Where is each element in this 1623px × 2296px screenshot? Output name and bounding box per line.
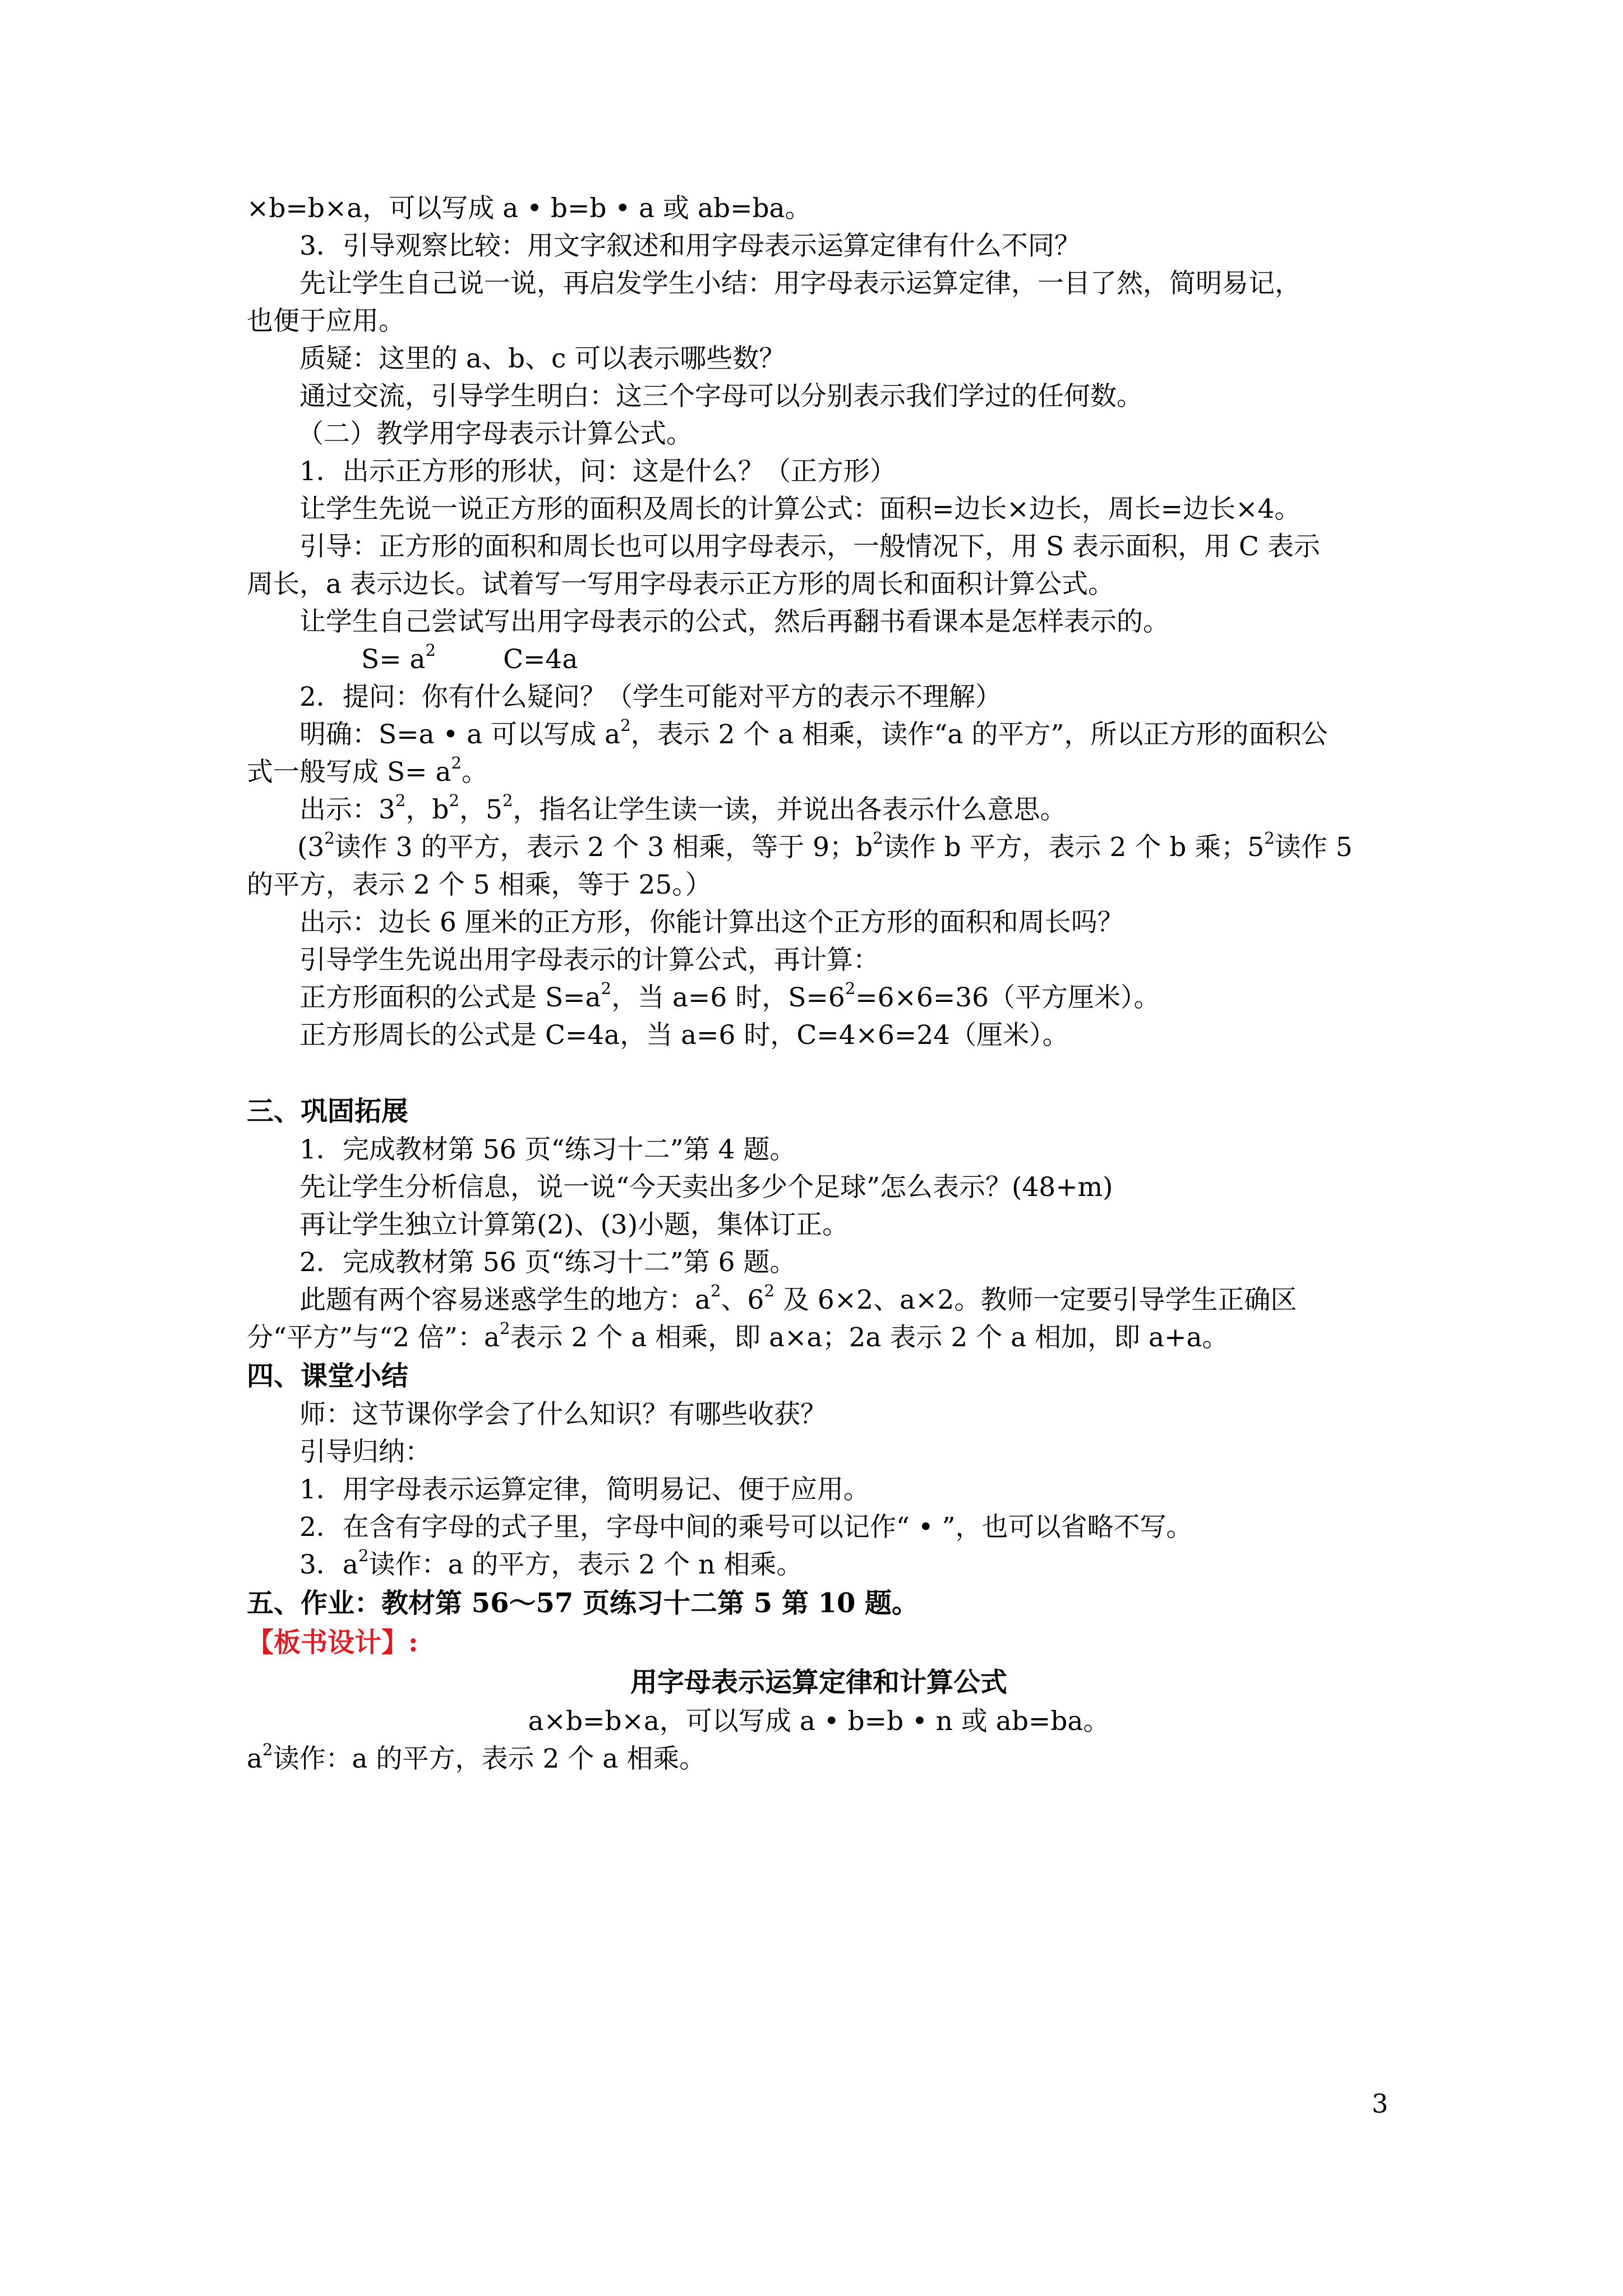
perimeter-formula-text: C=4a xyxy=(503,644,578,675)
text-segment: =6×6=36（平方厘米）。 xyxy=(855,982,1160,1013)
paragraph-line: 3．引导观察比较：用文字叙述和用字母表示运算定律有什么不同？ xyxy=(299,231,1081,261)
text-segment: 读作 b 平方，表示 2 个 b 乘；5 xyxy=(883,832,1265,863)
section-heading: 四、课堂小结 xyxy=(247,1360,409,1392)
board-design-heading: 【板书设计】: xyxy=(247,1627,418,1658)
text-segment: ，指名让学生读一读，并说出各表示什么意思。 xyxy=(513,794,1067,825)
exponent: 2 xyxy=(499,1319,510,1338)
exponent: 2 xyxy=(358,1546,369,1566)
paragraph-line: 也便于应用。 xyxy=(247,306,405,337)
paragraph-line: 再让学生独立计算第(2)、(3)小题，集体订正。 xyxy=(299,1209,849,1240)
paragraph-line: 先让学生自己说一说，再启发学生小结：用字母表示运算定律，一目了然，简明易记， xyxy=(299,268,1301,299)
exponent: 2 xyxy=(262,1740,273,1760)
paragraph-line: 正方形周长的公式是 C=4a，当 a=6 时，C=4×6=24（厘米）。 xyxy=(299,1020,1069,1051)
paragraph-line: 通过交流，引导学生明白：这三个字母可以分别表示我们学过的任何数。 xyxy=(299,381,1143,412)
paragraph-line xyxy=(247,979,1391,1016)
exponent: 2 xyxy=(601,979,612,999)
paragraph-line: 1．出示正方形的形状，问：这是什么？（正方形） xyxy=(299,456,896,487)
homework-heading: 五、作业：教材第 56～57 页练习十二第 5 第 10 题。 xyxy=(247,1588,919,1619)
paragraph-line xyxy=(247,1281,1391,1319)
exponent: 2 xyxy=(324,829,335,848)
paragraph-line: 1．完成教材第 56 页“练习十二”第 4 题。 xyxy=(299,1134,796,1165)
board-title: 用字母表示运算定律和计算公式 xyxy=(630,1667,1007,1698)
paragraph-line: 2．在含有字母的式子里，字母中间的乘号可以记作“ • ”，也可以省略不写。 xyxy=(299,1512,1193,1543)
paragraph-line: 让学生自己尝试写出用字母表示的公式，然后再翻书看课本是怎样表示的。 xyxy=(299,606,1169,637)
text-segment: 3．a xyxy=(299,1549,358,1580)
text-segment: (3 xyxy=(297,832,325,863)
text-segment: 分“平方”与“2 倍”：a xyxy=(247,1322,500,1353)
paragraph-line: 先让学生分析信息，说一说“今天卖出多少个足球”怎么表示？(48+m) xyxy=(299,1172,1113,1203)
paragraph-line xyxy=(247,1319,1391,1356)
text-segment: ，当 a=6 时，S=6 xyxy=(611,982,845,1013)
text-segment: 表示 2 个 a 相乘，即 a×a；2a 表示 2 个 a 相加，即 a+a。 xyxy=(510,1322,1229,1353)
text-segment: a xyxy=(247,1743,263,1774)
exponent: 2 xyxy=(395,791,406,811)
board-formula-line: a×b=b×a，可以写成 a • b=b • n 或 ab=ba。 xyxy=(528,1706,1110,1737)
formula-line xyxy=(247,641,1391,678)
text-segment: 读作：a 的平方，表示 2 个 n 相乘。 xyxy=(368,1549,803,1580)
paragraph-line xyxy=(247,716,1391,753)
exponent: 2 xyxy=(1264,829,1275,848)
paragraph-line: 引导：正方形的面积和周长也可以用字母表示，一般情况下，用 S 表示面积，用 C 表示 xyxy=(299,531,1320,562)
exponent: 2 xyxy=(451,753,462,773)
paragraph-line: 2．完成教材第 56 页“练习十二”第 6 题。 xyxy=(299,1247,796,1278)
board-note-line xyxy=(247,1740,1391,1778)
exponent: 2 xyxy=(425,641,436,660)
text-segment: 正方形面积的公式是 S=a xyxy=(299,982,601,1013)
text-segment: 读作 3 的平方，表示 2 个 3 相乘，等于 9；b xyxy=(334,832,873,863)
paragraph-line xyxy=(247,1546,1391,1584)
text-segment: 明确：S=a • a 可以写成 a xyxy=(299,719,621,750)
section-subheading: （二）教学用字母表示计算公式。 xyxy=(297,418,693,449)
paragraph-line xyxy=(247,753,1391,791)
paragraph-line: 1．用字母表示运算定律，简明易记、便于应用。 xyxy=(299,1474,870,1505)
exponent: 2 xyxy=(620,716,631,735)
paragraph-line: 周长，a 表示边长。试着写一写用字母表示正方形的周长和面积计算公式。 xyxy=(247,569,1114,600)
text-segment: 此题有两个容易迷惑学生的地方：a xyxy=(299,1285,711,1315)
text-segment: 读作 5 xyxy=(1274,832,1353,863)
paragraph-line: 出示：边长 6 厘米的正方形，你能计算出这个正方形的面积和周长吗？ xyxy=(299,907,1124,938)
text-segment: 及 6×2、a×2。教师一定要引导学生正确区 xyxy=(774,1285,1297,1315)
paragraph-line: 引导归纳： xyxy=(299,1437,431,1467)
paragraph-line: 引导学生先说出用字母表示的计算公式，再计算： xyxy=(299,945,879,976)
section-heading: 三、巩固拓展 xyxy=(247,1096,409,1127)
paragraph-line: 让学生先说一说正方形的面积及周长的计算公式：面积=边长×边长，周长=边长×4。 xyxy=(299,494,1301,524)
exponent: 2 xyxy=(502,791,513,811)
area-formula-text: S= a xyxy=(361,644,426,675)
paragraph-line: 师：这节课你学会了什么知识？有哪些收获？ xyxy=(299,1399,827,1430)
paragraph-line: ×b=b×a，可以写成 a • b=b • a 或 ab=ba。 xyxy=(247,193,811,224)
exponent: 2 xyxy=(764,1281,774,1301)
paragraph-line: 质疑：这里的 a、b、c 可以表示哪些数？ xyxy=(299,343,786,374)
text-segment: ，5 xyxy=(459,794,502,825)
paragraph-line: 2．提问：你有什么疑问？（学生可能对平方的表示不理解） xyxy=(299,682,1002,712)
text-segment: ，b xyxy=(405,794,449,825)
paragraph-line xyxy=(247,791,1391,829)
document-page xyxy=(247,190,1391,1778)
page-number: 3 xyxy=(1372,2088,1389,2119)
exponent: 2 xyxy=(873,829,883,848)
text-segment: 、6 xyxy=(721,1285,764,1315)
text-segment: ，表示 2 个 a 相乘，读作“a 的平方”，所以正方形的面积公 xyxy=(630,719,1328,750)
paragraph-line xyxy=(247,829,1391,866)
paragraph-line: 的平方，表示 2 个 5 相乘，等于 25。） xyxy=(247,869,712,900)
text-segment: 式一般写成 S= a xyxy=(247,757,451,788)
exponent: 2 xyxy=(711,1281,721,1301)
exponent: 2 xyxy=(449,791,460,811)
text-segment: 读作：a 的平方，表示 2 个 a 相乘。 xyxy=(273,1743,706,1774)
text-segment: 。 xyxy=(462,757,488,788)
exponent: 2 xyxy=(845,979,856,999)
text-segment: 出示：3 xyxy=(299,794,395,825)
